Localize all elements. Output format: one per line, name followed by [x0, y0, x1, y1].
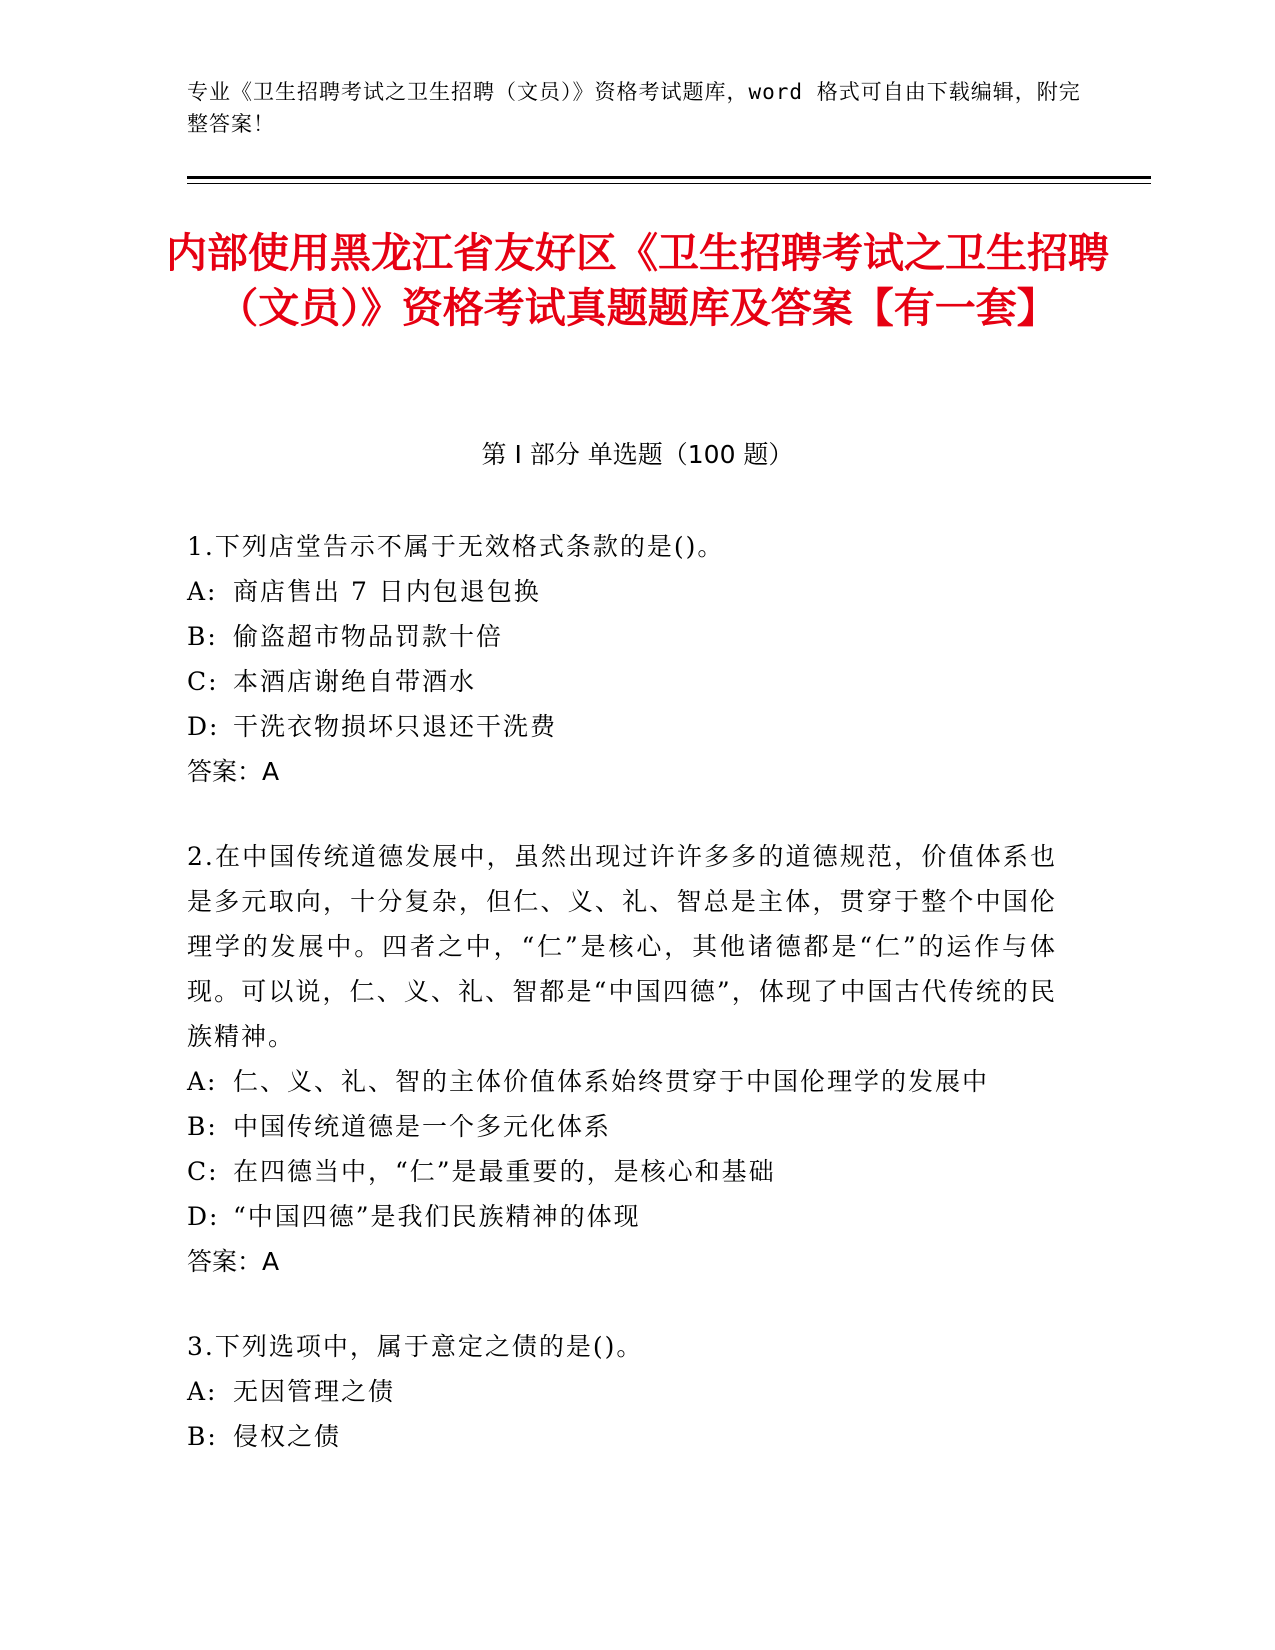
header-rule-thick: [187, 176, 1151, 179]
option-key: D:: [187, 1202, 220, 1231]
question-2: [187, 834, 1057, 1284]
option-key: B:: [187, 1422, 218, 1451]
option-text: 本酒店谢绝自带酒水: [233, 667, 477, 696]
option-a: [187, 1369, 1057, 1414]
option-d: [187, 1194, 1057, 1239]
option-key: D:: [187, 712, 220, 741]
question-list: [187, 524, 1057, 1499]
option-text: 仁、义、礼、智的主体价值体系始终贯穿于中国伦理学的发展中: [233, 1067, 990, 1096]
section-heading: 第 I 部分 单选题（100 题）: [481, 440, 794, 469]
document-title: 内部使用黑龙江省友好区《卫生招聘考试之卫生招聘（文员）》资格考试真题题库及答案【有一套】: [166, 229, 1109, 332]
header-note: 专业《卫生招聘考试之卫生招聘（文员）》资格考试题库，word 格式可自由下载编辑，附完整答案！: [187, 80, 1081, 136]
option-key: C:: [187, 667, 219, 696]
option-key: A:: [187, 577, 218, 606]
option-text: 偷盗超市物品罚款十倍: [233, 622, 504, 651]
option-text: 商店售出 7 日内包退包换: [233, 577, 541, 606]
answer-line: 答案：A: [187, 757, 280, 786]
header-rule-thin: [187, 183, 1151, 184]
option-text: 中国传统道德是一个多元化体系: [233, 1112, 612, 1141]
option-text: 干洗衣物损坏只退还干洗费: [233, 712, 558, 741]
option-b: [187, 614, 1057, 659]
option-text: 无因管理之债: [233, 1377, 396, 1406]
option-text: “中国四德”是我们民族精神的体现: [233, 1202, 641, 1231]
question-3: [187, 1324, 1057, 1459]
question-stem: 1.下列店堂告示不属于无效格式条款的是()。: [187, 532, 725, 561]
question-stem: 3.下列选项中，属于意定之债的是()。: [187, 1332, 644, 1361]
option-key: A:: [187, 1377, 218, 1406]
option-c: [187, 1149, 1057, 1194]
option-text: 在四德当中，“仁”是最重要的，是核心和基础: [233, 1157, 776, 1186]
option-c: [187, 659, 1057, 704]
option-b: [187, 1104, 1057, 1149]
option-key: A:: [187, 1067, 218, 1096]
answer-line: 答案：A: [187, 1247, 280, 1276]
option-d: [187, 704, 1057, 749]
option-text: 侵权之债: [233, 1422, 342, 1451]
option-b: [187, 1414, 1057, 1459]
option-a: [187, 569, 1057, 614]
option-key: B:: [187, 1112, 218, 1141]
option-key: B:: [187, 622, 218, 651]
question-stem: 2.在中国传统道德发展中，虽然出现过许许多多的道德规范，价值体系也是多元取向，十分复杂，但仁、义、礼、智总是主体，贯穿于整个中国伦理学的发展中。四者之中，“仁”是核心，其他诸德都是“仁”的运作与体现。可以说，仁、义、礼、智都是“中国四德”，体现了中国古代传统的民族精神。: [187, 842, 1057, 1051]
option-a: [187, 1059, 1057, 1104]
question-1: [187, 524, 1057, 794]
option-key: C:: [187, 1157, 219, 1186]
